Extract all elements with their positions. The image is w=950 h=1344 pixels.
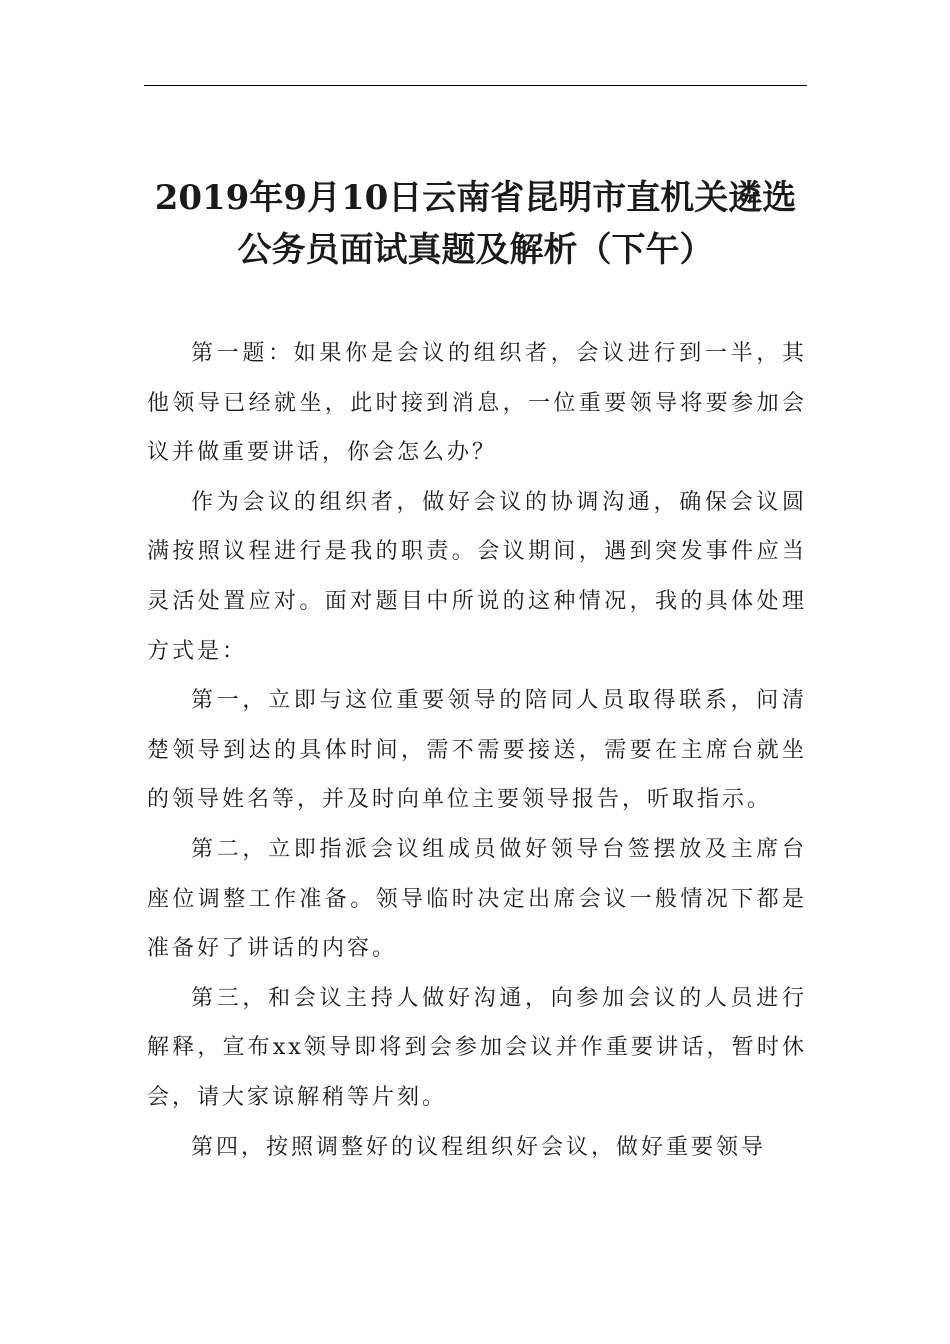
paragraph-step-3: 第三，和会议主持人做好沟通，向参加会议的人员进行解释，宣布xx领导即将到会参加会议并作重要讲话，暂时休会，请大家谅解稍等片刻。 (147, 985, 807, 1110)
paragraph-question: 第一题：如果你是会议的组织者，会议进行到一半，其他领导已经就坐，此时接到消息，一位重要领导将要参加会议并做重要讲话，你会怎么办？ (147, 341, 807, 466)
header-rule (144, 85, 807, 86)
paragraph-intro: 作为会议的组织者，做好会议的协调沟通，确保会议圆满按照议程进行是我的职责。会议期间，遇到突发事件应当灵活处置应对。面对题目中所说的这种情况，我的具体处理方式是： (147, 489, 807, 664)
title-line-1: 2019年9月10日云南省昆明市直机关遴选 (154, 178, 797, 218)
title-line-2: 公务员面试真题及解析（下午） (237, 230, 714, 270)
paragraph-step-1: 第一，立即与这位重要领导的陪同人员取得联系，问清楚领导到达的具体时间，需不需要接送，需要在主席台就坐的领导姓名等，并及时向单位主要领导报告，听取指示。 (147, 688, 807, 813)
paragraph-step-4: 第四，按照调整好的议程组织好会议，做好重要领导 (191, 1134, 767, 1160)
document-body (147, 329, 807, 1172)
document-title (140, 172, 811, 276)
paragraph-step-2: 第二，立即指派会议组成员做好领导台签摆放及主席台座位调整工作准备。领导临时决定出席会议一般情况下都是准备好了讲话的内容。 (147, 836, 807, 962)
